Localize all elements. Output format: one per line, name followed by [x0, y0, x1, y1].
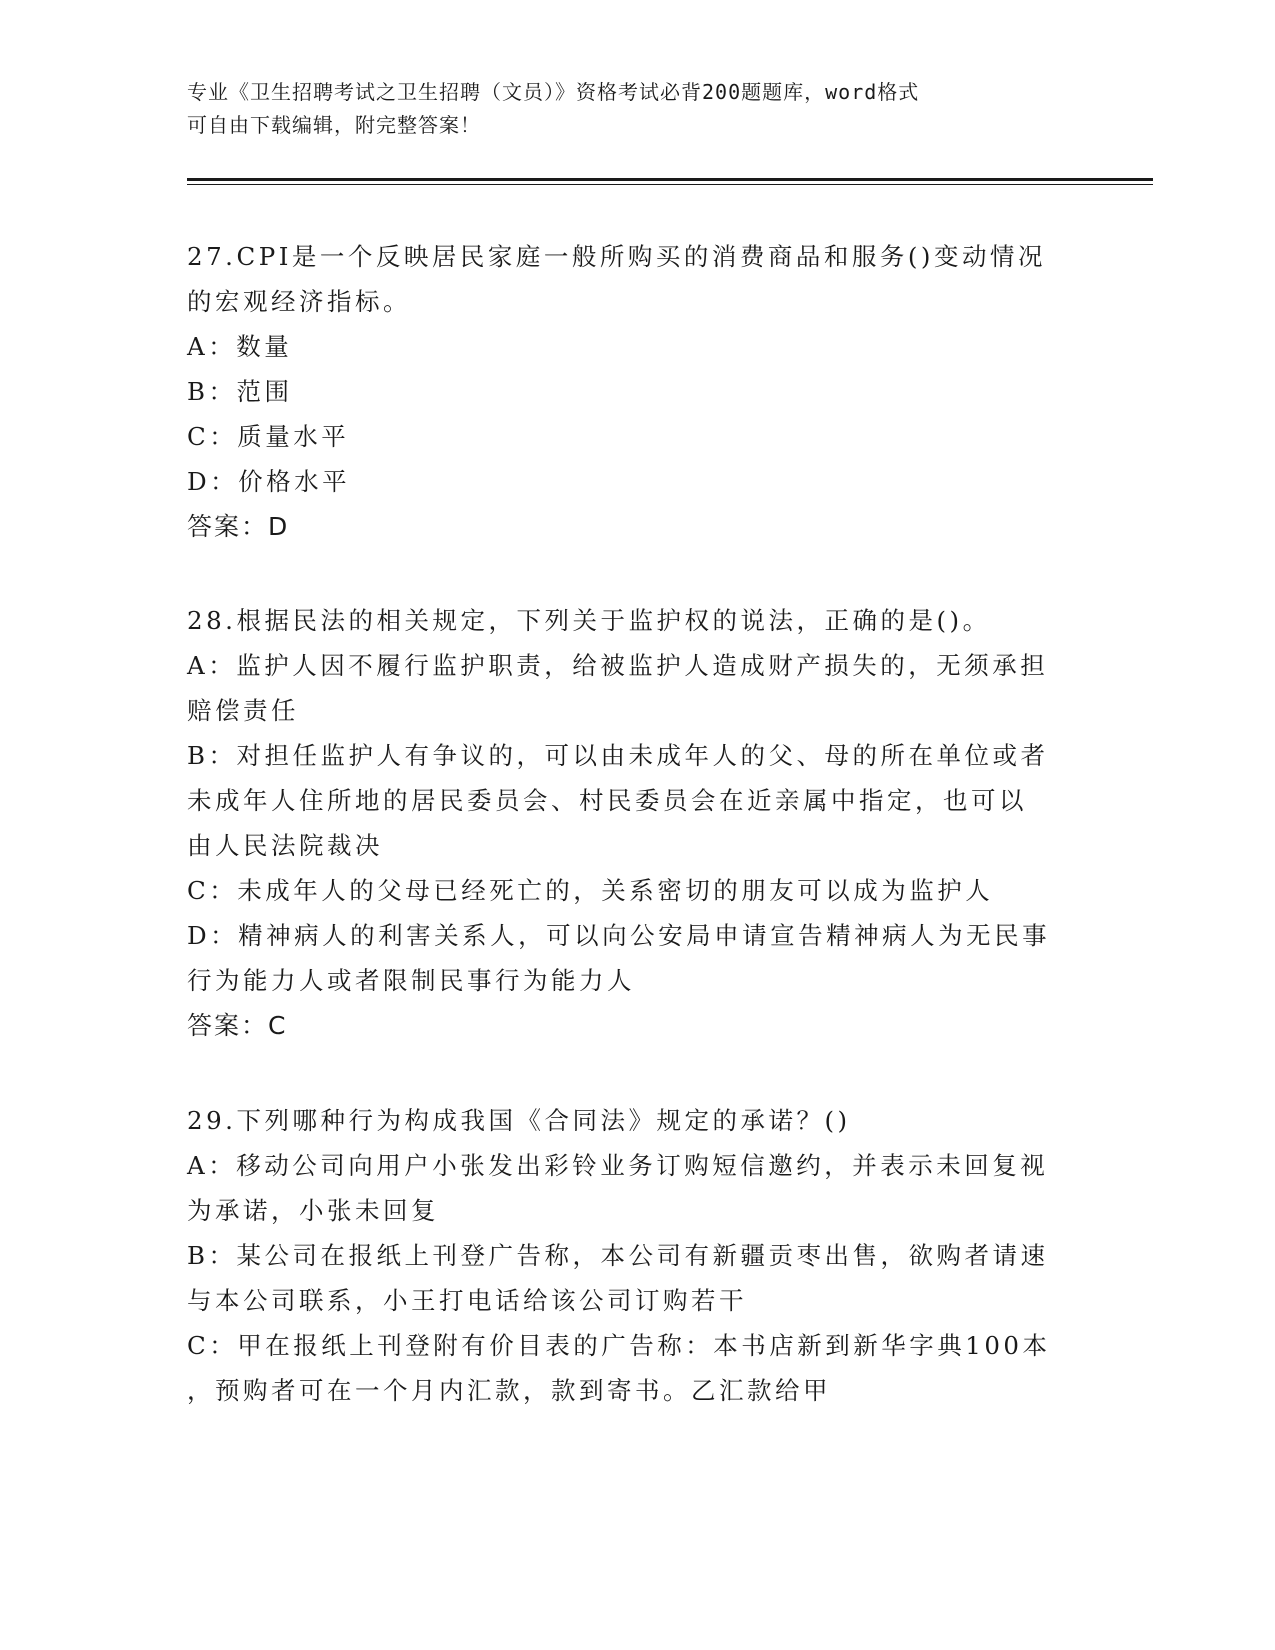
- document-header: [187, 76, 1067, 142]
- option-d-cont: 行为能力人或者限制民事行为能力人: [187, 966, 635, 995]
- option-a: A：移动公司向用户小张发出彩铃业务订购短信邀约，并表示未回复视: [187, 1151, 1049, 1180]
- answer: 答案：C: [187, 1011, 288, 1040]
- question-stem: 的宏观经济指标。: [187, 287, 411, 316]
- option-c: C：甲在报纸上刊登附有价目表的广告称：本书店新到新华字典100本: [187, 1331, 1051, 1360]
- answer: 答案：D: [187, 512, 290, 541]
- header-line-2: 可自由下载编辑，附完整答案！: [187, 113, 481, 137]
- option-d: D：价格水平: [187, 467, 351, 496]
- question-stem: 29.下列哪种行为构成我国《合同法》规定的承诺？(): [187, 1106, 851, 1135]
- option-c-cont: ，预购者可在一个月内汇款，款到寄书。乙汇款给甲: [187, 1376, 831, 1405]
- option-c: C：未成年人的父母已经死亡的，关系密切的朋友可以成为监护人: [187, 876, 994, 905]
- option-b-cont: 由人民法院裁决: [187, 831, 383, 860]
- option-b: B：范围: [187, 377, 293, 406]
- option-a-cont: 为承诺，小张未回复: [187, 1196, 439, 1225]
- option-b-cont: 未成年人住所地的居民委员会、村民委员会在近亲属中指定，也可以: [187, 786, 1027, 815]
- header-divider-thick: [187, 178, 1153, 181]
- question-28: [187, 598, 1087, 1048]
- question-27: [187, 234, 1087, 549]
- option-a: A：数量: [187, 332, 293, 361]
- option-b-cont: 与本公司联系，小王打电话给该公司订购若干: [187, 1286, 747, 1315]
- header-line-1: 专业《卫生招聘考试之卫生招聘（文员）》资格考试必背200题题库，word格式: [187, 80, 920, 104]
- option-c: C：质量水平: [187, 422, 350, 451]
- question-29: [187, 1098, 1087, 1413]
- question-stem: 28.根据民法的相关规定，下列关于监护权的说法，正确的是()。: [187, 606, 991, 635]
- header-divider-thin: [187, 184, 1153, 185]
- question-stem: 27.CPI是一个反映居民家庭一般所购买的消费商品和服务()变动情况: [187, 242, 1046, 271]
- option-a-cont: 赔偿责任: [187, 696, 299, 725]
- option-b: B：某公司在报纸上刊登广告称，本公司有新疆贡枣出售，欲购者请速: [187, 1241, 1049, 1270]
- option-a: A：监护人因不履行监护职责，给被监护人造成财产损失的，无须承担: [187, 651, 1049, 680]
- option-d: D：精神病人的利害关系人，可以向公安局申请宣告精神病人为无民事: [187, 921, 1051, 950]
- option-b: B：对担任监护人有争议的，可以由未成年人的父、母的所在单位或者: [187, 741, 1049, 770]
